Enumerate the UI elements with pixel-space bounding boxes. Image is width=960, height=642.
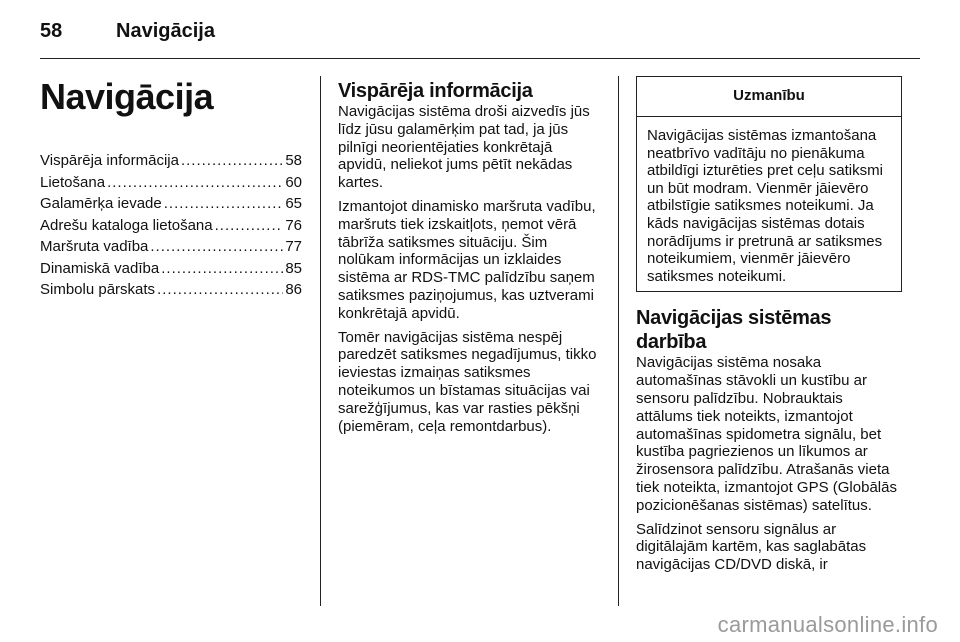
general-paragraph-1: Navigācijas sistēma droši aizvedīs jūs līdz jūsu galamērķim pat tad, ja jūs pilnīgi neorientējaties konkrētajā apvidū, neliekot jums pētīt nekādas kartes. xyxy=(338,103,590,192)
toc-label: Simbolu pārskats xyxy=(40,281,156,298)
toc-label: Lietošana xyxy=(40,173,106,191)
toc-page: 76 xyxy=(285,216,302,234)
warning-box xyxy=(636,76,902,292)
page-number: 58 xyxy=(40,20,63,42)
toc-leader xyxy=(164,193,284,215)
toc-page: 85 xyxy=(285,259,302,277)
toc-label: Dinamiskā vadība xyxy=(40,259,160,277)
toc-leader xyxy=(181,150,283,172)
toc-leader xyxy=(215,215,284,237)
toc-entry[interactable] xyxy=(40,258,302,280)
warning-title: Uzmanību xyxy=(637,77,901,117)
column-divider-right xyxy=(618,76,619,606)
header-rule xyxy=(40,58,920,59)
chapter-title: Navigācija xyxy=(40,76,214,117)
toc-leader xyxy=(150,236,283,258)
general-info-column xyxy=(338,79,604,441)
toc-page: 60 xyxy=(285,173,302,191)
toc-page: 58 xyxy=(285,152,302,169)
toc-label: Galamērķa ievade xyxy=(40,195,162,212)
general-paragraph-3: Tomēr navigācijas sistēma nespēj paredzēt satiksmes negadījumus, tikko ieviestas izmaiņas satiksmes noteikumos un bīstamas situācijas vai sarežģījumus, kas var rasties pēkšņi (piemēram, ceļa remontdarbus). xyxy=(338,328,597,435)
operation-paragraph-2: Salīdzinot sensoru signālus ar digitālajām kartēm, kas saglabātas navigācijas CD/DVD diskā, ir xyxy=(636,520,867,574)
general-info-heading: Vispārēja informācija xyxy=(338,80,533,102)
general-paragraph-2: Izmantojot dinamisko maršruta vadību, maršruts tiek izskaitļots, ņemot vērā tābrīža satiksmes situāciju. Šim nolūkam informācijas un izklaides sistēma ar RDS-TMC palīdzību saņem satiksmes paziņojumus, kas uztverami konkrētajā apvidū. xyxy=(338,197,596,322)
toc-leader xyxy=(107,172,283,194)
operation-heading: Navigācijas sistēmas darbība xyxy=(636,307,832,354)
toc-page: 77 xyxy=(285,238,302,255)
toc-entry[interactable] xyxy=(40,236,302,258)
toc-label: Adrešu kataloga lietošana xyxy=(40,216,213,234)
table-of-contents xyxy=(40,150,302,301)
page-header xyxy=(40,20,215,43)
toc-leader xyxy=(157,279,283,301)
warning-body: Navigācijas sistēmas izmantošana neatbrīvo vadītāju no pienākuma atbildīgi izturēties pret ceļu satiksmi un būt modram. Vienmēr jāievēro atbilstīgie satiksmes noteikumi. Ja kāds navigācijas sistēmas dotais norādījums ir pretrunā ar satiksmes noteikumiem, vienmēr jāievēro satiksmes noteikumi. xyxy=(647,127,883,285)
toc-label: Vispārēja informācija xyxy=(40,152,179,169)
operation-paragraph-1: Navigācijas sistēma nosaka automašīnas stāvokli un kustību ar sensoru palīdzību. Nobrauktais attālums tiek noteikts, izmantojot automašīnas spidometra signālu, bet kustība pagriezienos un līkumos ar žirosensora palīdzību. Atrašanās vieta tiek noteikta, izmantojot GPS (Globālās pozicionēšanas sistēmas) satelītus. xyxy=(636,354,897,514)
right-column xyxy=(636,76,902,580)
toc-entry[interactable] xyxy=(40,193,302,215)
toc-entry[interactable] xyxy=(40,279,302,301)
toc-leader xyxy=(161,258,283,280)
watermark: carmanualsonline.info xyxy=(717,612,938,637)
header-section-title: Navigācija xyxy=(116,20,215,42)
toc-entry[interactable] xyxy=(40,150,302,172)
toc-page: 86 xyxy=(285,281,302,298)
column-divider-left xyxy=(320,76,321,606)
toc-page: 65 xyxy=(285,195,302,212)
toc-entry[interactable] xyxy=(40,215,302,237)
toc-label: Maršruta vadība xyxy=(40,238,149,255)
toc-entry[interactable] xyxy=(40,172,302,194)
